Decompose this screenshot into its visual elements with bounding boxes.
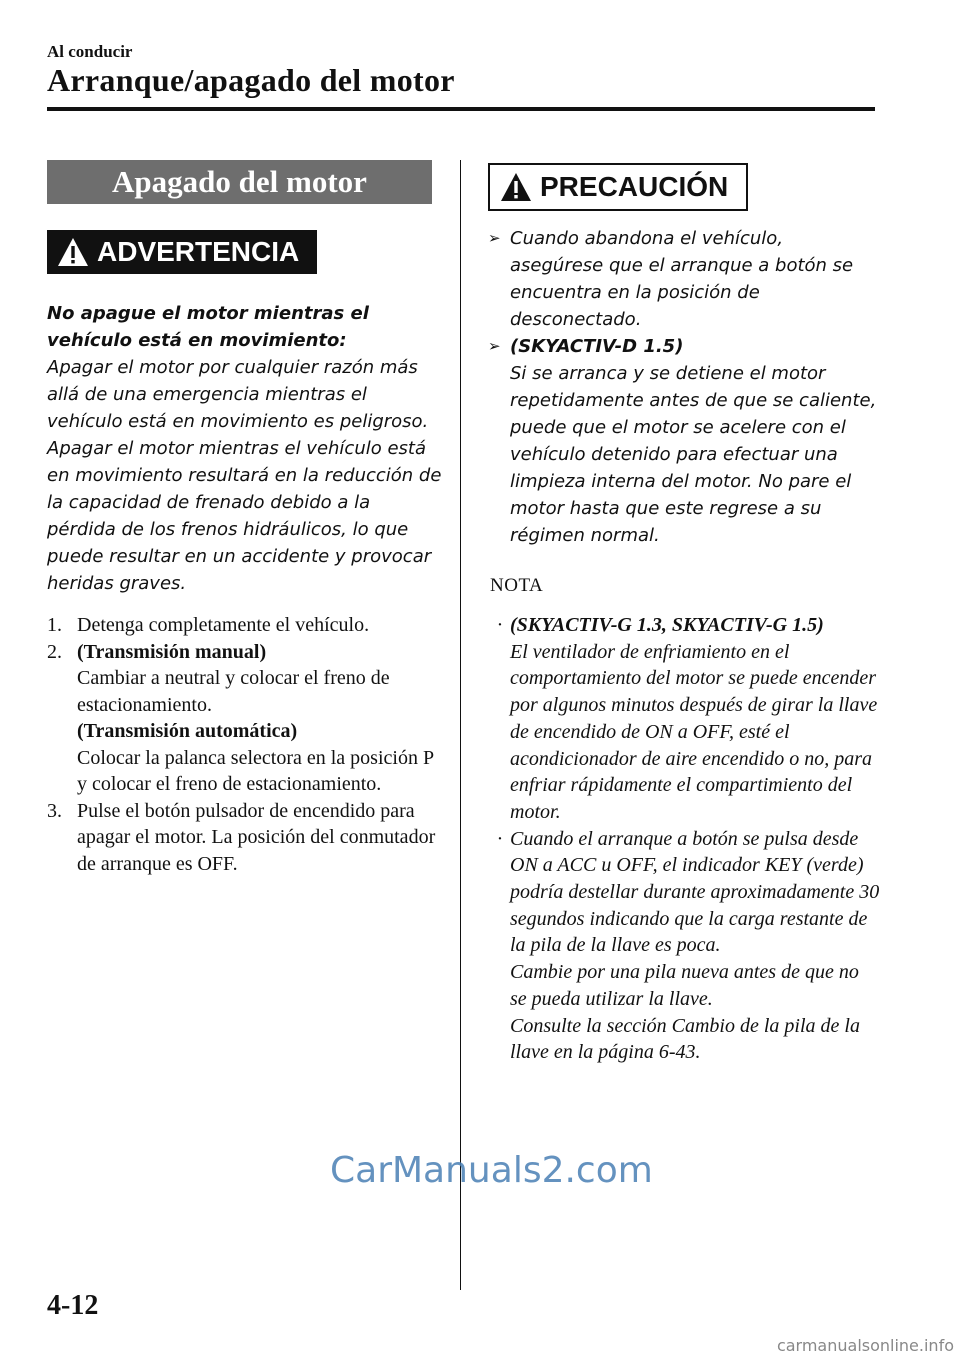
bullet-icon: · [496, 614, 504, 636]
bullet-icon: · [496, 827, 504, 850]
watermark: CarManuals2.com [330, 1150, 653, 1191]
page-title: Arranque/apagado del motor [47, 62, 455, 98]
footer-site-text: carmanualsonline.info [776, 1336, 954, 1355]
list-item: ➢ (SKYACTIV-D 1.5) Si se arranca y se detiene el motor repetidamente antes de que se caliente, puede que el motor se acelere con el vehículo detenido para efectuar una limpieza interna del motor. No pare el motor hasta que este regrese a su régimen normal. [488, 333, 878, 549]
note-title: NOTA [490, 575, 544, 596]
page-number: 4-12 [47, 1290, 99, 1321]
warning-label [47, 230, 317, 274]
list-item: · Cuando el arranque a botón se pulsa desde ON a ACC u OFF, el indicador KEY (verde) podría destellar durante aproximadamente 30 segundos indicando que la carga restante de la pila de la llave es poca. Cambie por una pila nueva antes de que no se pueda utilizar la llave. Consulte la sección Cambio de la pila de la llave en la página 6-43. [490, 826, 880, 1066]
arrow-bullet-icon: ➢ [488, 229, 501, 247]
header-rule [47, 107, 875, 111]
warning-triangle-icon [57, 237, 89, 267]
caution-list [488, 225, 878, 549]
list-item: · (SKYACTIV-G 1.3, SKYACTIV-G 1.5) El ventilador de enfriamiento en el comportamiento del motor se puede encender por algunos minutos después de girar la llave de encendido de ON a OFF, esté el acondicionador de aire encendido o no, para enfriar rápidamente el compartimiento del motor. [490, 612, 880, 826]
section-title: Apagado del motor [47, 160, 432, 204]
caution-label [488, 163, 748, 211]
list-item: ➢ Cuando abandona el vehículo, asegúrese que el arranque a botón se encuentra en la posición de desconectado. [488, 225, 878, 333]
caution-triangle-icon [500, 172, 532, 202]
warning-label-text: ADVERTENCIA [97, 236, 300, 267]
warning-body [47, 300, 442, 597]
warning-heading: No apague el motor mientras el vehículo está en movimiento: [47, 303, 369, 351]
list-item: 2. (Transmisión manual) Cambiar a neutral y colocar el freno de estacionamiento. (Transmisión automática) Colocar la palanca selectora en la posición P y colocar el freno de estacionamiento. [47, 640, 434, 795]
warning-text: Apagar el motor por cualquier razón más allá de una emergencia mientras el vehículo está en movimiento es peligroso. Apagar el motor mientras el vehículo está en movimiento resultará en la reducción de la capacidad de frenado debido a la pérdida de los frenos hidráulicos, lo que puede resultar en un accidente y provocar heridas graves. [47, 357, 442, 594]
column-divider [460, 160, 461, 1290]
chapter-label: Al conducir [47, 42, 133, 61]
list-item: 1. Detenga completamente el vehículo. [47, 614, 370, 636]
note-list [490, 612, 880, 1066]
caution-label-text: PRECAUCIÓN [540, 171, 729, 202]
steps-list [47, 612, 442, 877]
arrow-bullet-icon: ➢ [488, 337, 501, 355]
list-item: 3. Pulse el botón pulsador de encendido para apagar el motor. La posición del conmutador de arranque es OFF. [47, 799, 436, 875]
